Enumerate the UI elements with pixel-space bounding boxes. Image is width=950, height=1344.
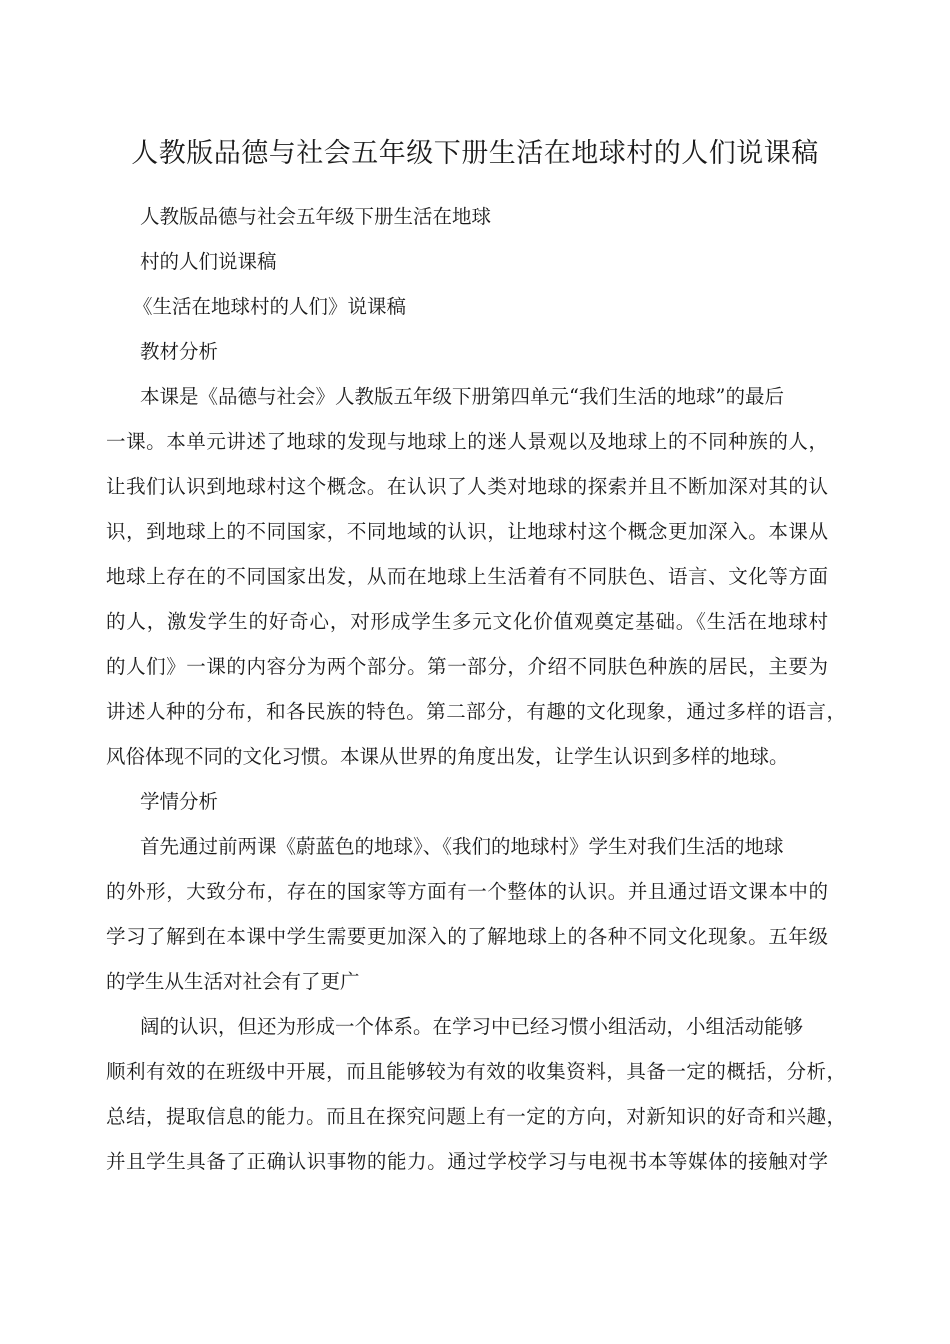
- paragraph-line: 的人，激发学生的好奇心，对形成学生多元文化价值观奠定基础。《生活在地球村: [106, 610, 828, 633]
- paragraph-line: 并且学生具备了正确认识事物的能力。通过学校学习与电视书本等媒体的接触对学: [106, 1150, 828, 1173]
- paragraph-line: 首先通过前两课《蔚蓝色的地球》、《我们的地球村》学生对我们生活的地球: [140, 835, 784, 858]
- lesson-title: 《生活在地球村的人们》说课稿: [133, 295, 407, 318]
- paragraph-line: 学习了解到在本课中学生需要更加深入的了解地球上的各种不同文化现象。五年级: [106, 925, 828, 948]
- paragraph-line: 识，到地球上的不同国家，不同地域的认识，让地球村这个概念更加深入。本课从: [106, 520, 828, 543]
- document-title: 人教版品德与社会五年级下册生活在地球村的人们说课稿: [131, 138, 819, 169]
- paragraph-line: 让我们认识到地球村这个概念。在认识了人类对地球的探索并且不断加深对其的认: [106, 475, 828, 498]
- paragraph-line: 的学生从生活对社会有了更广: [106, 970, 360, 993]
- paragraph-line: 顺利有效的在班级中开展，而且能够较为有效的收集资料，具备一定的概括，分析，: [106, 1060, 846, 1083]
- paragraph-line: 风俗体现不同的文化习惯。本课从世界的角度出发，让学生认识到多样的地球。: [106, 745, 789, 768]
- paragraph-line: 讲述人种的分布，和各民族的特色。第二部分，有趣的文化现象，通过多样的语言，: [106, 700, 846, 723]
- paragraph-line: 总结，提取信息的能力。而且在探究问题上有一定的方向，对新知识的好奇和兴趣，: [106, 1105, 846, 1128]
- paragraph-line: 的人们》一课的内容分为两个部分。第一部分，介绍不同肤色种族的居民，主要为: [106, 655, 828, 678]
- paragraph-line: 本课是《品德与社会》人教版五年级下册第四单元“我们生活的地球”的最后: [140, 385, 784, 408]
- section-heading-textbook-analysis: 教材分析: [140, 340, 219, 363]
- paragraph-line: 阔的认识，但还为形成一个体系。在学习中已经习惯小组活动，小组活动能够: [140, 1015, 804, 1038]
- section-heading-learner-analysis: 学情分析: [140, 790, 219, 813]
- paragraph-line: 的外形，大致分布，存在的国家等方面有一个整体的认识。并且通过语文课本中的: [106, 880, 828, 903]
- paragraph-line: 地球上存在的不同国家出发，从而在地球上生活着有不同肤色、语言、文化等方面: [106, 565, 828, 588]
- subtitle-line-2: 村的人们说课稿: [140, 250, 277, 273]
- paragraph-line: 一课。本单元讲述了地球的发现与地球上的迷人景观以及地球上的不同种族的人，: [106, 430, 828, 453]
- subtitle-line-1: 人教版品德与社会五年级下册生活在地球: [140, 205, 492, 228]
